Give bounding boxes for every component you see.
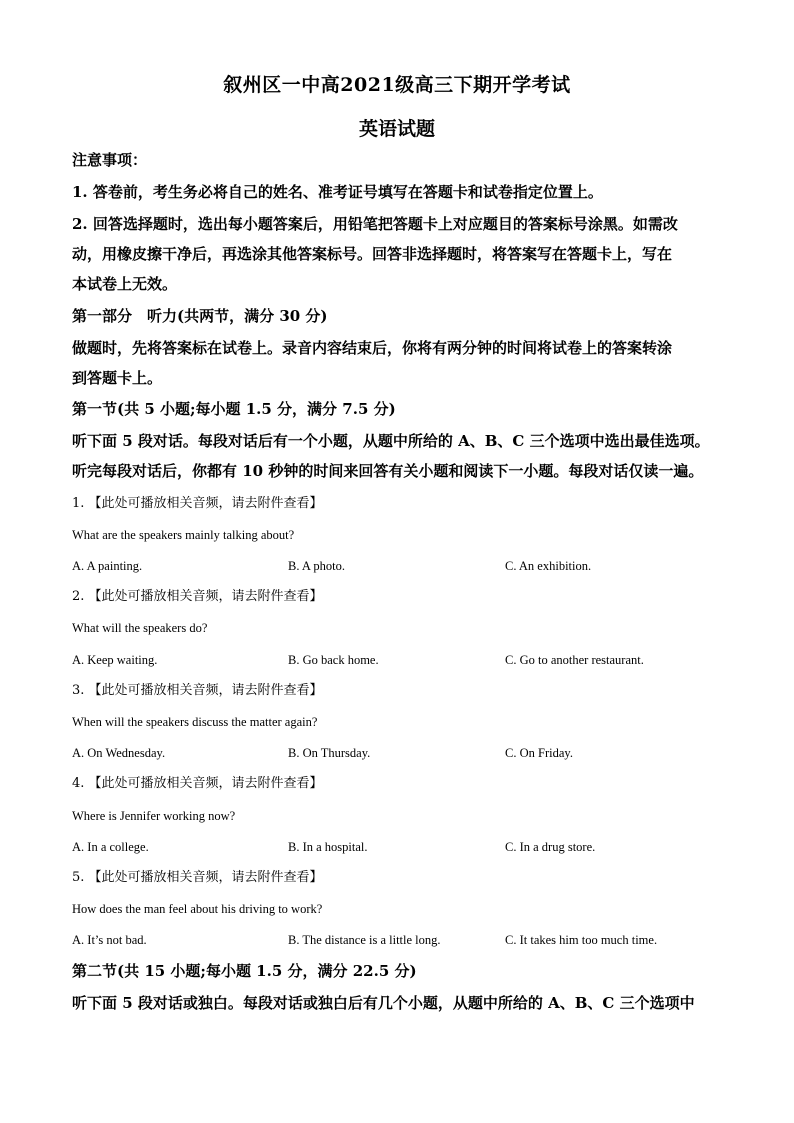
question-1-option-a: A. A painting. bbox=[72, 559, 143, 573]
section1-instruction-line-1: 听下面 5 段对话。每段对话后有一个小题，从题中所给的 A、B、C 三个选项中选出最佳选项。 bbox=[72, 432, 710, 450]
exam-title: 叙州区一中高2021级高三下期开学考试 bbox=[223, 74, 571, 96]
question-3-option-c: C. On Friday. bbox=[505, 746, 573, 760]
section1-instruction-line-2: 听完每段对话后，你都有 10 秒钟的时间来回答有关小题和阅读下一小题。每段对话仅读一遍。 bbox=[72, 462, 704, 480]
question-1-text: What are the speakers mainly talking about? bbox=[72, 528, 295, 542]
section2-instruction-line-1: 听下面 5 段对话或独白。每段对话或独白后有几个小题，从题中所给的 A、B、C 三个选项中 bbox=[72, 994, 695, 1012]
question-1-audio-link[interactable]: 1. 【此处可播放相关音频，请去附件查看】 bbox=[72, 496, 323, 511]
question-2-option-b: B. Go back home. bbox=[288, 653, 379, 667]
question-2-audio-link[interactable]: 2. 【此处可播放相关音频，请去附件查看】 bbox=[72, 589, 323, 604]
question-2-text: What will the speakers do? bbox=[72, 621, 208, 635]
question-1-option-c: C. An exhibition. bbox=[505, 559, 592, 573]
question-4-option-b: B. In a hospital. bbox=[288, 840, 368, 854]
notes-item-2-line-3: 本试卷上无效。 bbox=[72, 275, 178, 293]
notes-item-2-line-1: 2. 回答选择题时，选出每小题答案后，用铅笔把答题卡上对应题目的答案标号涂黑。如需改 bbox=[72, 215, 678, 233]
exam-subtitle: 英语试题 bbox=[358, 118, 435, 140]
question-5-text: How does the man feel about his driving to work? bbox=[72, 902, 323, 916]
notes-heading: 注意事项： bbox=[72, 151, 148, 169]
question-3-audio-link[interactable]: 3. 【此处可播放相关音频，请去附件查看】 bbox=[72, 683, 323, 698]
question-3-option-a: A. On Wednesday. bbox=[72, 746, 166, 760]
question-2-option-a: A. Keep waiting. bbox=[72, 653, 158, 667]
part1-intro-line-1: 做题时，先将答案标在试卷上。录音内容结束后，你将有两分钟的时间将试卷上的答案转涂 bbox=[72, 339, 673, 357]
question-3-option-b: B. On Thursday. bbox=[288, 746, 371, 760]
question-4-audio-link[interactable]: 4. 【此处可播放相关音频，请去附件查看】 bbox=[72, 776, 323, 791]
question-5-option-b: B. The distance is a little long. bbox=[288, 933, 441, 947]
part1-intro-line-2: 到答题卡上。 bbox=[72, 369, 163, 387]
section2-heading: 第二节(共 15 小题;每小题 1.5 分，满分 22.5 分) bbox=[72, 962, 417, 980]
question-5-option-a: A. It’s not bad. bbox=[72, 933, 147, 947]
section1-heading: 第一节(共 5 小题;每小题 1.5 分，满分 7.5 分) bbox=[72, 400, 396, 418]
question-5-option-c: C. It takes him too much time. bbox=[505, 933, 658, 947]
notes-item-1: 1. 答卷前，考生务必将自己的姓名、准考证号填写在答题卡和试卷指定位置上。 bbox=[72, 183, 603, 201]
notes-item-2-line-2: 动，用橡皮擦干净后，再选涂其他答案标号。回答非选择题时，将答案写在答题卡上，写在 bbox=[72, 245, 673, 263]
question-3-text: When will the speakers discuss the matter again? bbox=[72, 715, 318, 729]
question-4-text: Where is Jennifer working now? bbox=[72, 809, 236, 823]
part1-heading: 第一部分 听力(共两节，满分 30 分) bbox=[72, 307, 328, 325]
question-1-option-b: B. A photo. bbox=[288, 559, 345, 573]
question-2-option-c: C. Go to another restaurant. bbox=[505, 653, 644, 667]
question-5-audio-link[interactable]: 5. 【此处可播放相关音频，请去附件查看】 bbox=[72, 870, 323, 885]
question-4-option-a: A. In a college. bbox=[72, 840, 149, 854]
question-4-option-c: C. In a drug store. bbox=[505, 840, 596, 854]
